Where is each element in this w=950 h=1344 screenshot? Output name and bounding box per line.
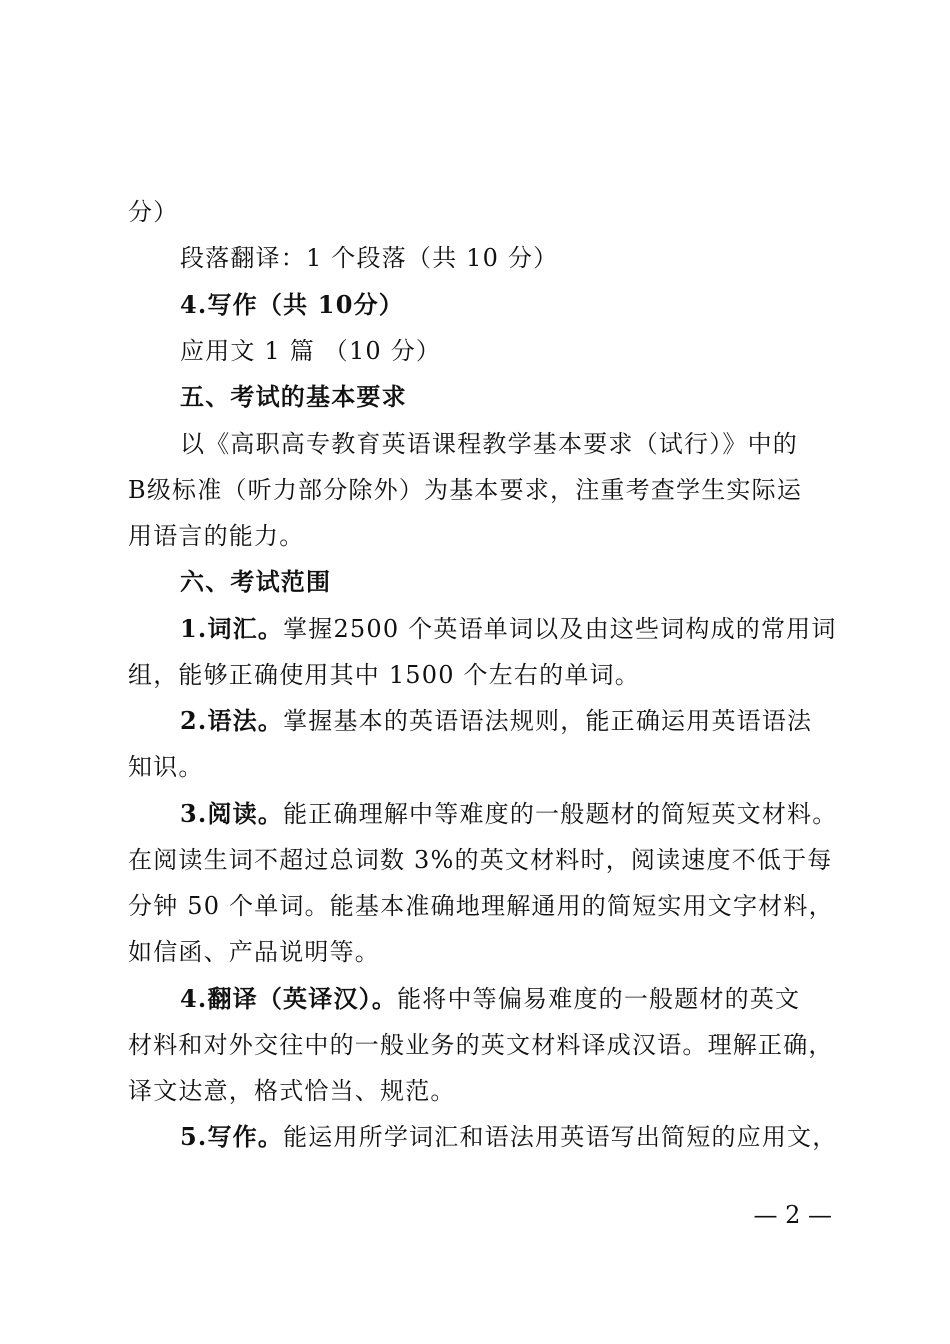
text-line: 用语言的能力。 — [128, 522, 305, 550]
text-line: 材料和对外交往中的一般业务的英文材料译成汉语。理解正确， — [128, 1031, 834, 1059]
item-text: 能将中等偏易难度的一般题材的英文 — [397, 985, 801, 1013]
text-line: 分钟 50 个单词。能基本准确地理解通用的简短实用文字材料， — [128, 892, 834, 920]
item-text: 掌握基本的英语语法规则，能正确运用英语语法 — [283, 707, 813, 735]
text-line: 应用文 1 篇 （10 分） — [180, 337, 442, 365]
item-label: 3.阅读。 — [180, 799, 284, 828]
item-text: 能运用所学词汇和语法用英语写出简短的应用文， — [283, 1123, 838, 1151]
text-line: 组，能够正确使用其中 1500 个左右的单词。 — [128, 661, 640, 689]
page-number: — 2 — — [753, 1201, 832, 1229]
section-title: 五、考试的基本要求 — [180, 383, 407, 411]
paragraph-line — [180, 614, 880, 644]
text-line: B级标准（听力部分除外）为基本要求，注重考查学生实际运 — [128, 476, 803, 504]
text-line: 如信函、产品说明等。 — [128, 938, 380, 966]
text-line: 在阅读生词不超过总词数 3%的英文材料时，阅读速度不低于每 — [128, 846, 833, 874]
item-label: 5.写作。 — [180, 1122, 284, 1151]
item-label: 4.翻译（英译汉）。 — [180, 984, 398, 1013]
paragraph-line — [180, 706, 880, 736]
text-line: 译文达意，格式恰当、规范。 — [128, 1077, 456, 1105]
text-line: 段落翻译：1 个段落（共 10 分） — [180, 244, 559, 272]
paragraph-line — [180, 984, 880, 1014]
text-line: 知识。 — [128, 753, 204, 781]
text-line: 分） — [128, 198, 179, 226]
text-line: 以《高职高专教育英语课程教学基本要求（试行）》中的 — [180, 430, 798, 458]
subheading: 4.写作（共 10分） — [180, 290, 405, 319]
item-text: 能正确理解中等难度的一般题材的简短英文材料。 — [283, 800, 838, 828]
item-label: 1.词汇。 — [180, 614, 284, 643]
item-label: 2.语法。 — [180, 706, 284, 735]
item-text: 掌握2500 个英语单词以及由这些词构成的常用词 — [283, 615, 837, 643]
paragraph-line — [180, 799, 880, 829]
section-title: 六、考试范围 — [180, 568, 332, 596]
paragraph-line — [180, 1122, 880, 1152]
